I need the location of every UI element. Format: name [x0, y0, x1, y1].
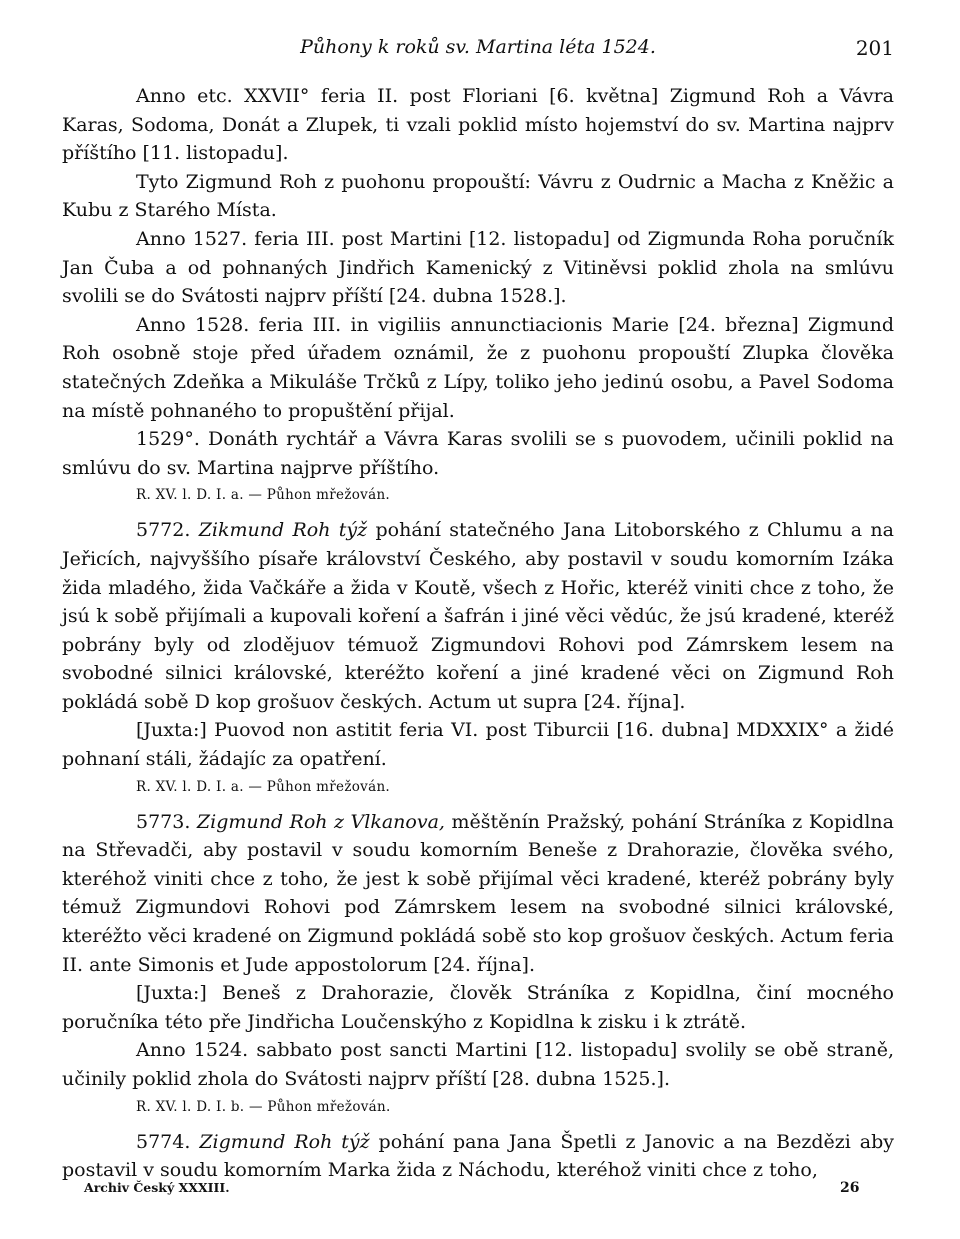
- entry-party-name: Zigmund Roh týž: [199, 1130, 370, 1153]
- document-page: [62, 0, 894, 1239]
- entry-5773: [62, 808, 894, 980]
- page-footer: [84, 1180, 894, 1204]
- signature-mark: 26: [840, 1180, 860, 1196]
- juxta-paragraph: [Juxta:] Beneš z Drahorazie, člověk Stráníka z Kopidlna, činí mocného poručníka této pře Jindřicha Loučenskýho z Kopidlna k zisku i k ztrátě.: [62, 982, 894, 1033]
- page-header: [62, 36, 894, 66]
- paragraph: 1529°. Donáth rychtář a Vávra Karas svolili se s puovodem, učinili poklid na smlúvu do sv. Martina najprve příštího.: [62, 428, 894, 479]
- archival-reference: R. XV. l. D. I. a. — Půhon mřežován.: [136, 487, 391, 504]
- archival-reference: R. XV. l. D. I. b. — Půhon mřežován.: [136, 1098, 391, 1115]
- paragraph: Anno etc. XXVII° feria II. post Floriani [6. května] Zigmund Roh a Vávra Karas, Sodoma, Donát a Zlupek, ti vzali poklid místo hojemství do sv. Martina najprv příštího [11. listopadu].: [62, 85, 894, 165]
- entry-text: pohání statečného Jana Litoborského z Chlumu a na Jeřicích, najvyššího písaře království Českého, aby postavil v soudu komorním Izáka žida mladého, žida Vačkáře a žida v Koutě, všech z Hořic, kteréž viniti chce z toho, že jsú k sobě přijímali a kupovali koření a šafrán i jiné věci vědúc, že jsú kradené, kteréž pobrány byly od zlodějuov témuož Zigmundovi Rohovi pod Zámrskem lesem na svobodné silnici královské, kteréžto koření a jiné kradené věci on Zigmund Roh pokládá sobě D kop grošuov českých. Actum ut supra [24. října].: [62, 519, 895, 713]
- paragraph: Anno 1527. feria III. post Martini [12. listopadu] od Zigmunda Roha poručník Jan Čuba a od pohnaných Jindřich Kamenický z Vitiněvsi poklid zhola na smlúvu svolili se do Svátosti najprv příští [24. dubna 1528.].: [62, 227, 894, 308]
- entry-text: pohání pana Jana Špetli z Janovic a na Bezdězi aby postavil v soudu komorním Marka žida z Náchodu, kteréhož viniti chce z toho,: [62, 1130, 894, 1182]
- archival-reference: R. XV. l. D. I. a. — Půhon mřežován.: [136, 778, 391, 795]
- paragraph: Anno 1524. sabbato post sancti Martini [12. listopadu] svolily se obě straně, učinily poklid zhola do Svátosti najprv příští [28. dubna 1525.].: [62, 1039, 894, 1090]
- entry-number: 5772.: [136, 519, 191, 542]
- page-number: 201: [855, 36, 894, 60]
- entry-party-name: Zikmund Roh týž: [198, 519, 368, 542]
- running-head: Půhony k roků sv. Martina léta 1524.: [300, 36, 656, 58]
- entry-5774: [62, 1128, 894, 1185]
- paragraph: Anno 1528. feria III. in vigiliis annunctiacionis Marie [24. března] Zigmund Roh osobně stoje před úřadem oznámil, že z puohonu propouští Zlupka člověka statečných Zdeňka a Mikuláše Trčků z Lípy, toliko jeho jedinú osobu, a Pavel Sodoma na místě pohnaného to propuštění přijal.: [62, 313, 894, 422]
- entry-number: 5773.: [136, 810, 191, 833]
- entry-5772: [62, 516, 894, 716]
- entry-party-name: Zigmund Roh z Vlkanova,: [196, 810, 445, 833]
- body-text: [62, 82, 894, 1185]
- entry-text: měštěnín Pražský, pohání Stráníka z Kopidlna na Střevadči, aby postavil v soudu komorním Beneše z Drahorazie, člověka svého, kteréhož viniti chce z toho, že jest k sobě přijímal věci kradené, kteréž pobrány byly témuž Zigmundovi Rohovi pod Zámrskem lesem na svobodné silnici královské, kteréžto věci kradené on Zigmund pokládá sobě sto kop grošuov českých. Actum feria II. ante Simonis et Jude appostolorum [24. října].: [62, 810, 894, 976]
- paragraph: Tyto Zigmund Roh z puohonu propouští: Vávru z Oudrnic a Macha z Kněžic a Kubu z Starého Místa.: [62, 170, 894, 222]
- entry-number: 5774.: [136, 1130, 191, 1153]
- archive-mark: Archiv Český XXXIII.: [84, 1180, 230, 1195]
- juxta-paragraph: [Juxta:] Puovod non astitit feria VI. post Tiburcii [16. dubna] MDXXIX° a židé pohnaní stáli, žádajíc za opatření.: [62, 719, 894, 771]
